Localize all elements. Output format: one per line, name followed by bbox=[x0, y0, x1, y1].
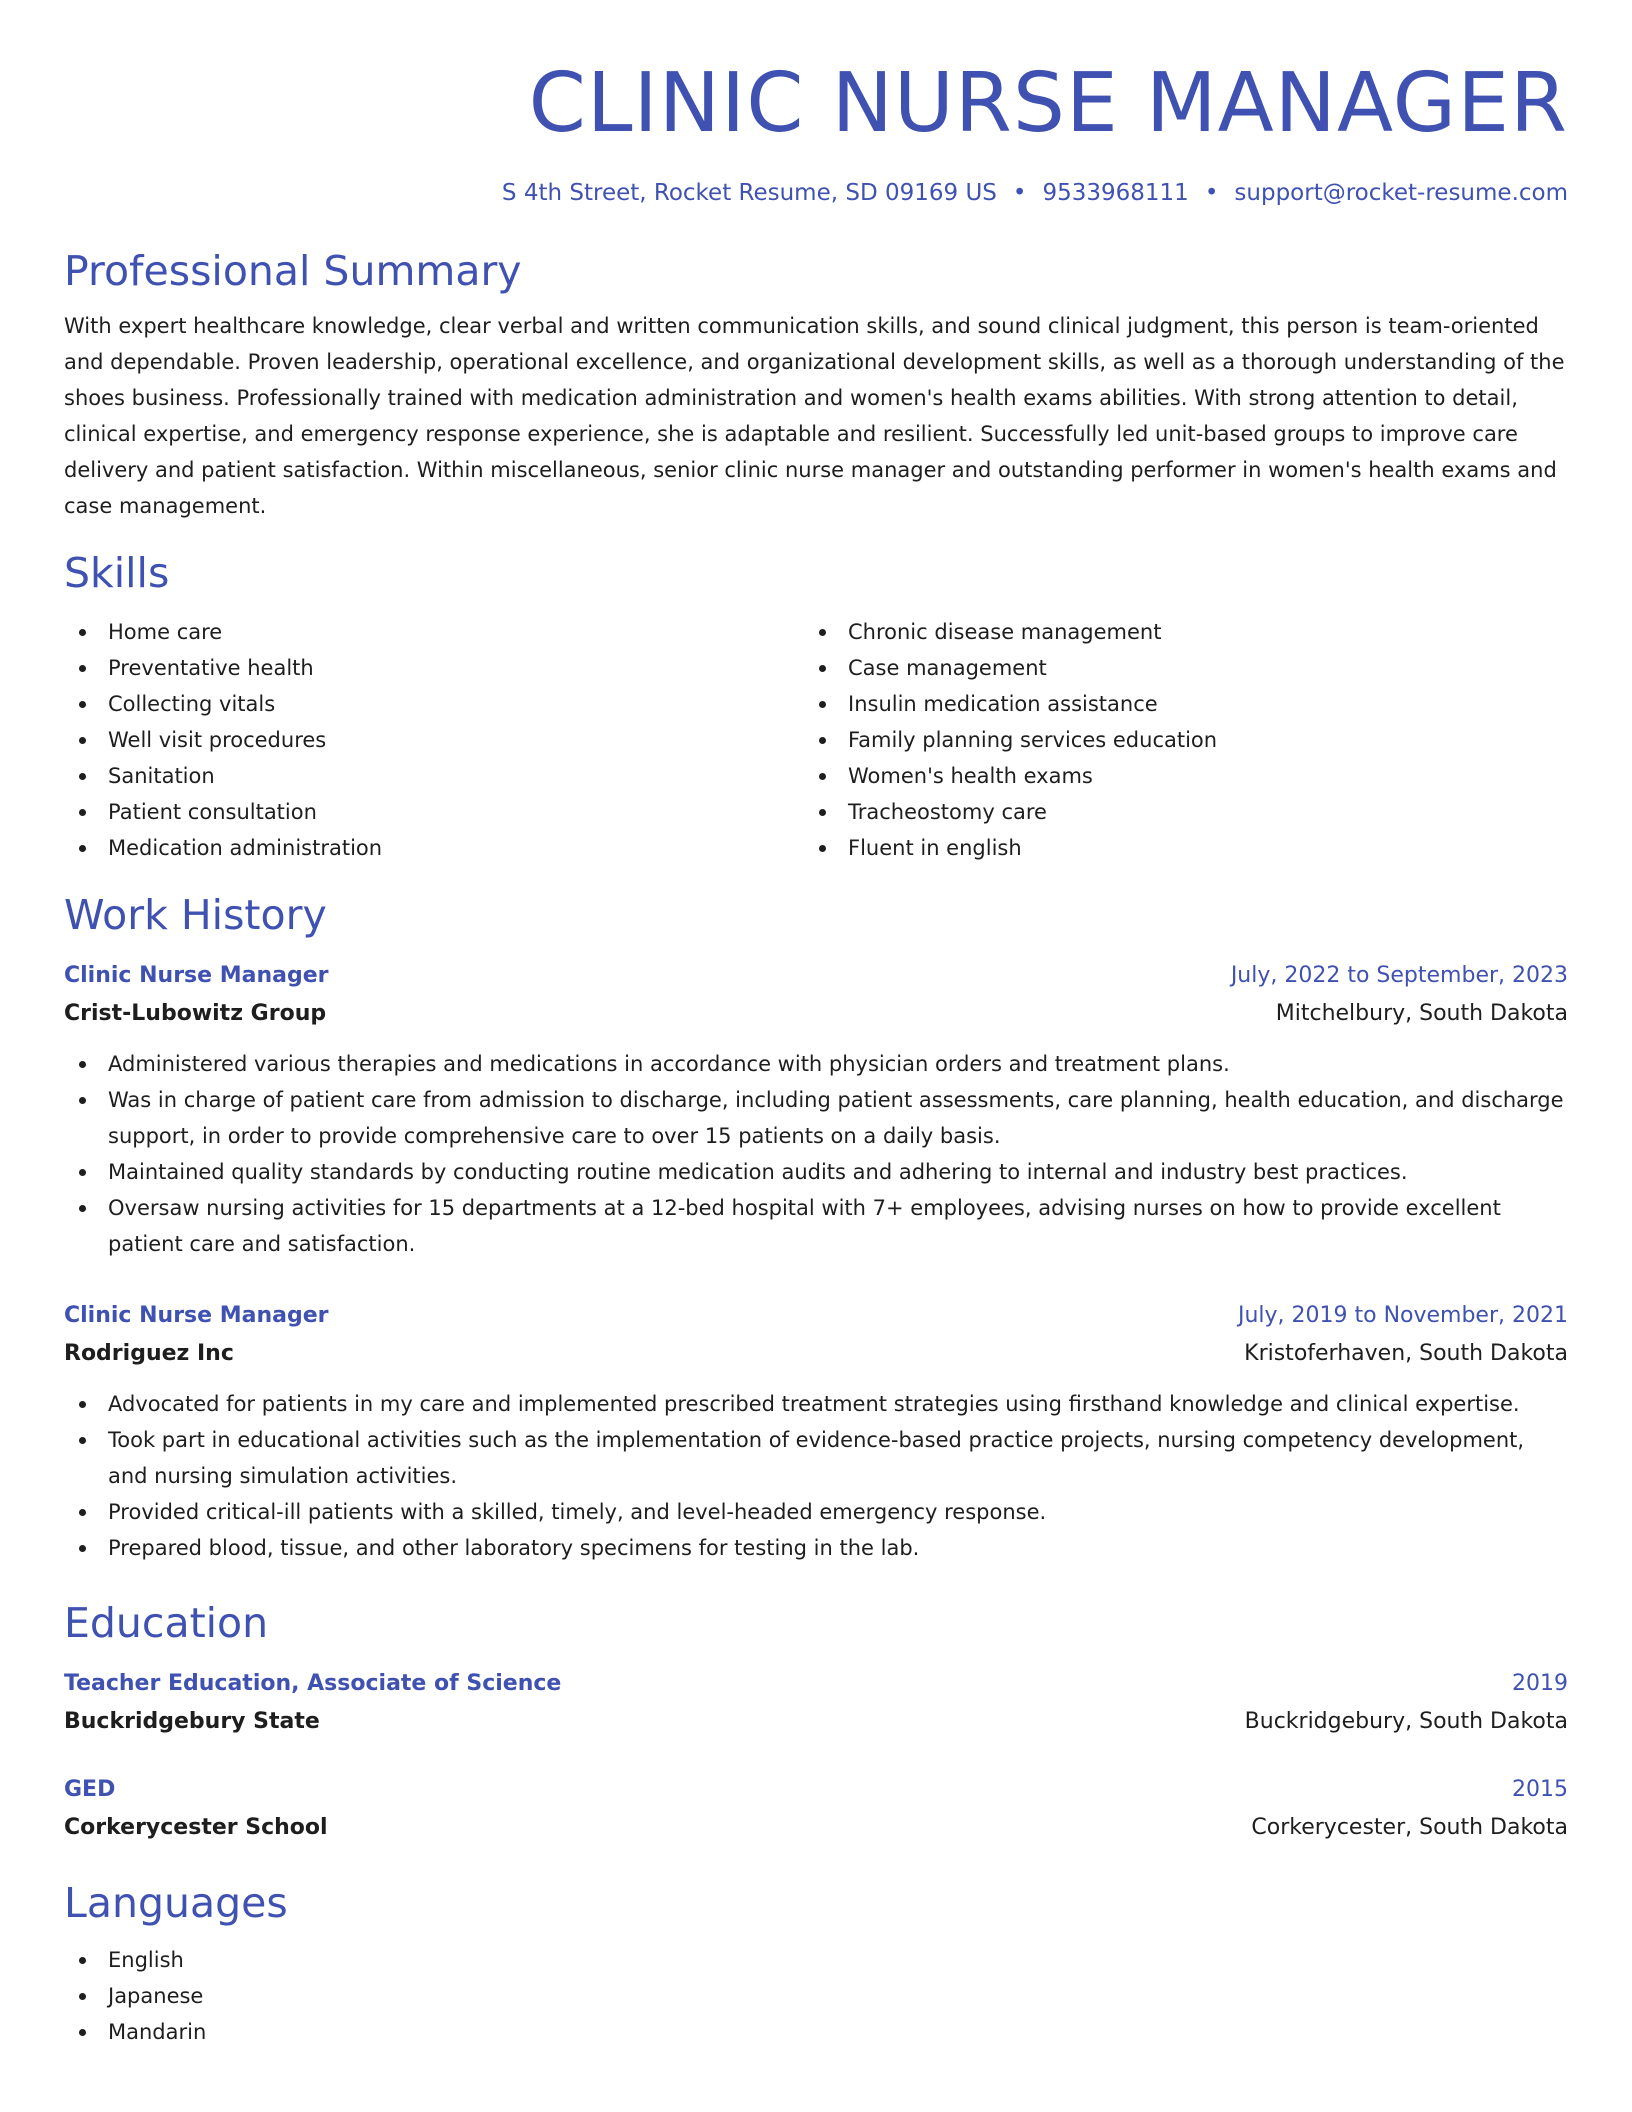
education-header-row bbox=[64, 1772, 1568, 1808]
job-header-row bbox=[64, 1298, 1568, 1334]
job-company: Rodriguez Inc bbox=[64, 1341, 234, 1366]
job-location: Mitchelbury, South Dakota bbox=[1275, 1001, 1568, 1026]
job-role: Clinic Nurse Manager bbox=[64, 963, 329, 988]
skill-item: Home care bbox=[64, 614, 804, 650]
skill-item: Preventative health bbox=[64, 650, 804, 686]
education-year: 2019 bbox=[1512, 1671, 1568, 1696]
contact-phone: 9533968111 bbox=[1042, 180, 1189, 206]
language-item: Japanese bbox=[64, 1978, 1568, 2014]
contact-separator: • bbox=[1012, 180, 1027, 206]
summary-heading: Professional Summary bbox=[64, 247, 522, 295]
education-year: 2015 bbox=[1512, 1777, 1568, 1802]
skill-item: Sanitation bbox=[64, 758, 804, 794]
job-bullet: Prepared blood, tissue, and other laboratory specimens for testing in the lab. bbox=[64, 1530, 1568, 1566]
skill-item: Well visit procedures bbox=[64, 722, 804, 758]
skill-item: Collecting vitals bbox=[64, 686, 804, 722]
skill-item: Family planning services education bbox=[804, 722, 1544, 758]
education-location: Corkerycester, South Dakota bbox=[1251, 1815, 1568, 1840]
job-bullet: Took part in educational activities such as the implementation of evidence-based practice projects, nursing competency development, and nursing simulation activities. bbox=[64, 1422, 1568, 1494]
language-item: English bbox=[64, 1942, 1568, 1978]
job-bullets bbox=[64, 1386, 1568, 1566]
job-dates: July, 2019 to November, 2021 bbox=[1237, 1303, 1568, 1328]
job-bullet: Oversaw nursing activities for 15 departments at a 12-bed hospital with 7+ employees, advising nurses on how to provide excellent patient care and satisfaction. bbox=[64, 1190, 1568, 1262]
language-item: Mandarin bbox=[64, 2014, 1568, 2050]
job-entry bbox=[64, 958, 1568, 1262]
education-entry bbox=[64, 1772, 1568, 1848]
education-entry bbox=[64, 1666, 1568, 1742]
skill-item: Chronic disease management bbox=[804, 614, 1544, 650]
education-school-row bbox=[64, 1808, 1568, 1848]
education-degree: GED bbox=[64, 1777, 116, 1802]
contact-email: support@rocket-resume.com bbox=[1234, 180, 1568, 206]
education-school-row bbox=[64, 1702, 1568, 1742]
job-location: Kristoferhaven, South Dakota bbox=[1244, 1341, 1568, 1366]
contact-line bbox=[64, 178, 1568, 208]
skill-item: Tracheostomy care bbox=[804, 794, 1544, 830]
job-bullet: Maintained quality standards by conducting routine medication audits and adhering to internal and industry best practices. bbox=[64, 1154, 1568, 1190]
education-degree: Teacher Education, Associate of Science bbox=[64, 1671, 562, 1696]
job-company-row bbox=[64, 1334, 1568, 1374]
resume-title: CLINIC NURSE MANAGER bbox=[528, 56, 1568, 151]
skill-item: Case management bbox=[804, 650, 1544, 686]
contact-separator: • bbox=[1204, 180, 1219, 206]
skill-item: Fluent in english bbox=[804, 830, 1544, 866]
languages-heading: Languages bbox=[64, 1879, 288, 1927]
job-company-row bbox=[64, 994, 1568, 1034]
skill-item: Women's health exams bbox=[804, 758, 1544, 794]
skills-list-right bbox=[804, 614, 1544, 866]
skill-item: Medication administration bbox=[64, 830, 804, 866]
job-header-row bbox=[64, 958, 1568, 994]
skills-heading: Skills bbox=[64, 549, 170, 597]
skills-list-left bbox=[64, 614, 804, 866]
education-school: Buckridgebury State bbox=[64, 1709, 320, 1734]
education-header-row bbox=[64, 1666, 1568, 1702]
job-bullet: Advocated for patients in my care and implemented prescribed treatment strategies using firsthand knowledge and clinical expertise. bbox=[64, 1386, 1568, 1422]
skill-item: Insulin medication assistance bbox=[804, 686, 1544, 722]
job-bullet: Provided critical-ill patients with a skilled, timely, and level-headed emergency response. bbox=[64, 1494, 1568, 1530]
job-role: Clinic Nurse Manager bbox=[64, 1303, 329, 1328]
summary-text: With expert healthcare knowledge, clear verbal and written communication skills, and sound clinical judgment, this person is team-oriented and dependable. Proven leadership, operational excellence, and organizational development skills, as well as a thorough understanding of the shoes business. Professionally trained with medication administration and women's health exams abilities. With strong attention to detail, clinical expertise, and emergency response experience, she is adaptable and resilient. Successfully led unit-based groups to improve care delivery and patient satisfaction. Within miscellaneous, senior clinic nurse manager and outstanding performer in women's health exams and case management. bbox=[64, 314, 1565, 518]
job-company: Crist-Lubowitz Group bbox=[64, 1001, 327, 1026]
job-bullet: Was in charge of patient care from admission to discharge, including patient assessments, care planning, health education, and discharge support, in order to provide comprehensive care to over 15 patients on a daily basis. bbox=[64, 1082, 1568, 1154]
education-school: Corkerycester School bbox=[64, 1815, 328, 1840]
skills-columns bbox=[64, 614, 1568, 866]
skill-item: Patient consultation bbox=[64, 794, 804, 830]
job-entry bbox=[64, 1298, 1568, 1566]
work-history-heading: Work History bbox=[64, 891, 327, 939]
languages-list bbox=[64, 1942, 1568, 2050]
contact-address: S 4th Street, Rocket Resume, SD 09169 US bbox=[501, 180, 997, 206]
job-bullets bbox=[64, 1046, 1568, 1262]
education-location: Buckridgebury, South Dakota bbox=[1244, 1709, 1568, 1734]
job-bullet: Administered various therapies and medications in accordance with physician orders and treatment plans. bbox=[64, 1046, 1568, 1082]
job-dates: July, 2022 to September, 2023 bbox=[1230, 963, 1568, 988]
education-heading: Education bbox=[64, 1599, 269, 1647]
